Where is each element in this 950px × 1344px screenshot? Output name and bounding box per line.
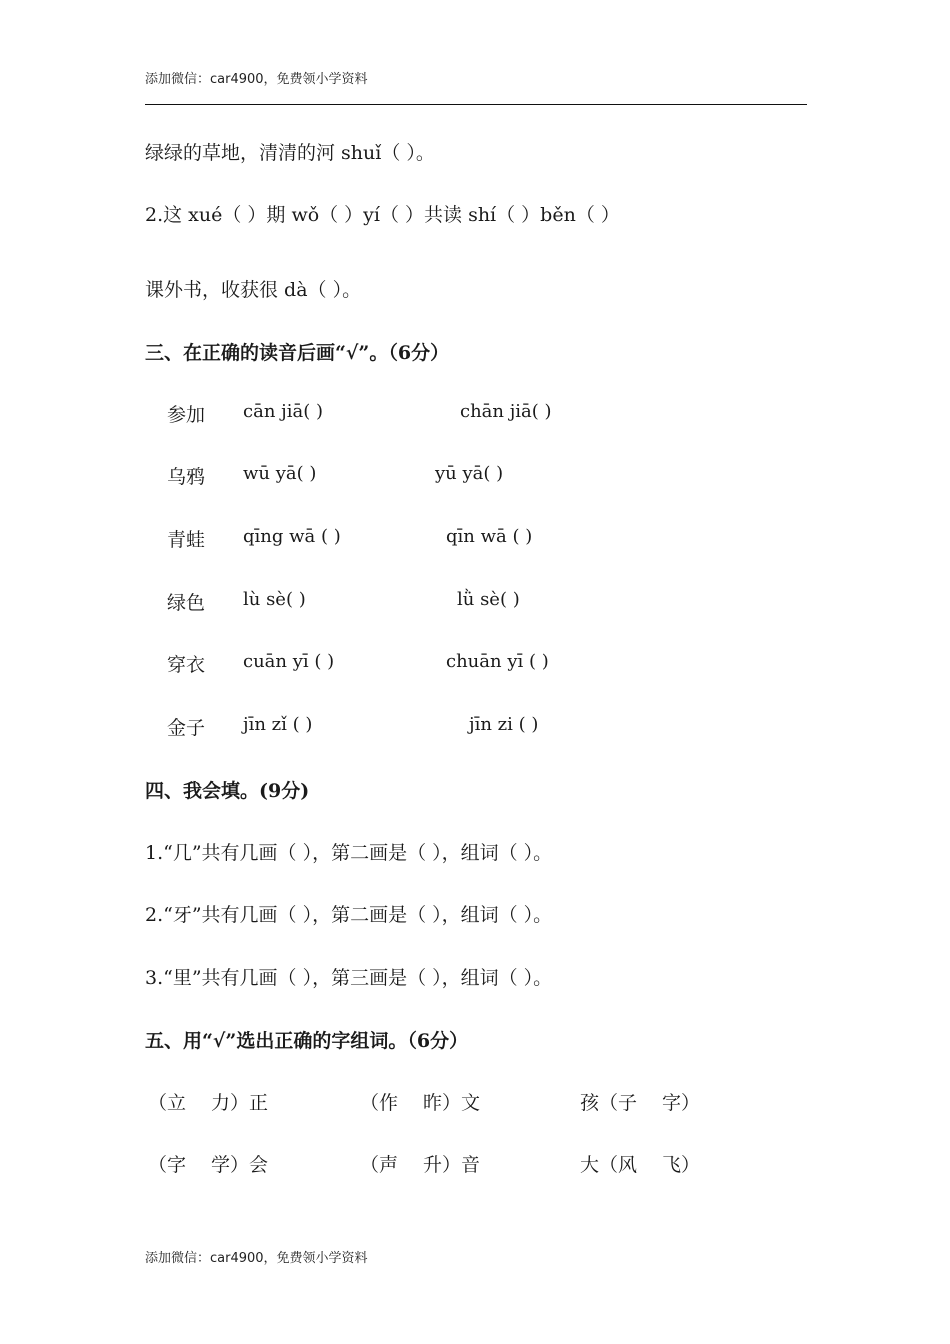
fill-line-2: 2.这 xué（ ）期 wǒ（ ）yí（ ）共读 shí（ ）běn（ ） <box>145 204 620 226</box>
pinyin-option-1: cuān yī ( ) <box>243 651 335 672</box>
pinyin-word: 参加 <box>167 404 206 426</box>
choice-item: （声 升）音 <box>360 1154 481 1176</box>
fill-line-3: 课外书，收获很 dà（ ）。 <box>145 279 362 301</box>
pinyin-option-1: lù sè( ) <box>243 589 306 610</box>
choice-item: 孩（子 字） <box>580 1092 701 1114</box>
pinyin-option-1: cān jiā( ) <box>243 401 323 422</box>
pinyin-word: 乌鸦 <box>167 466 206 488</box>
fill-item: 1.“几”共有几画（ ），第二画是（ ），组词（ ）。 <box>145 842 553 864</box>
page-footer: 添加微信：car4900，免费领小学资料 <box>145 1251 368 1266</box>
fill-item: 2.“牙”共有几画（ ），第二画是（ ），组词（ ）。 <box>145 904 553 926</box>
section3-title: 三、在正确的读音后画“√”。（6分） <box>145 342 450 364</box>
choice-item: （字 学）会 <box>148 1154 269 1176</box>
pinyin-word: 绿色 <box>167 592 206 614</box>
pinyin-option-2: qīn wā ( ) <box>446 526 533 547</box>
header-divider <box>145 104 807 105</box>
pinyin-word: 青蛙 <box>167 529 206 551</box>
choice-item: （作 昨）文 <box>360 1092 481 1114</box>
pinyin-option-2: chān jiā( ) <box>460 401 552 422</box>
fill-item: 3.“里”共有几画（ ），第三画是（ ），组词（ ）。 <box>145 967 553 989</box>
pinyin-option-1: qīng wā ( ) <box>243 526 341 547</box>
pinyin-option-2: lǜ sè( ) <box>457 589 520 610</box>
fill-line-1: 绿绿的草地，清清的河 shuǐ（ ）。 <box>145 142 435 164</box>
page-header: 添加微信：car4900，免费领小学资料 <box>145 72 368 87</box>
section5-title: 五、用“√”选出正确的字组词。（6分） <box>145 1030 469 1052</box>
pinyin-option-1: jīn zǐ ( ) <box>243 714 313 735</box>
pinyin-word: 穿衣 <box>167 654 206 676</box>
pinyin-option-2: jīn zi ( ) <box>469 714 539 735</box>
pinyin-option-2: chuān yī ( ) <box>446 651 549 672</box>
pinyin-word: 金子 <box>167 717 206 739</box>
pinyin-option-1: wū yā( ) <box>243 463 317 484</box>
pinyin-option-2: yū yā( ) <box>435 463 504 484</box>
choice-item: 大（风 飞） <box>580 1154 701 1176</box>
choice-item: （立 力）正 <box>148 1092 269 1114</box>
section4-title: 四、我会填。(9分) <box>145 780 310 802</box>
